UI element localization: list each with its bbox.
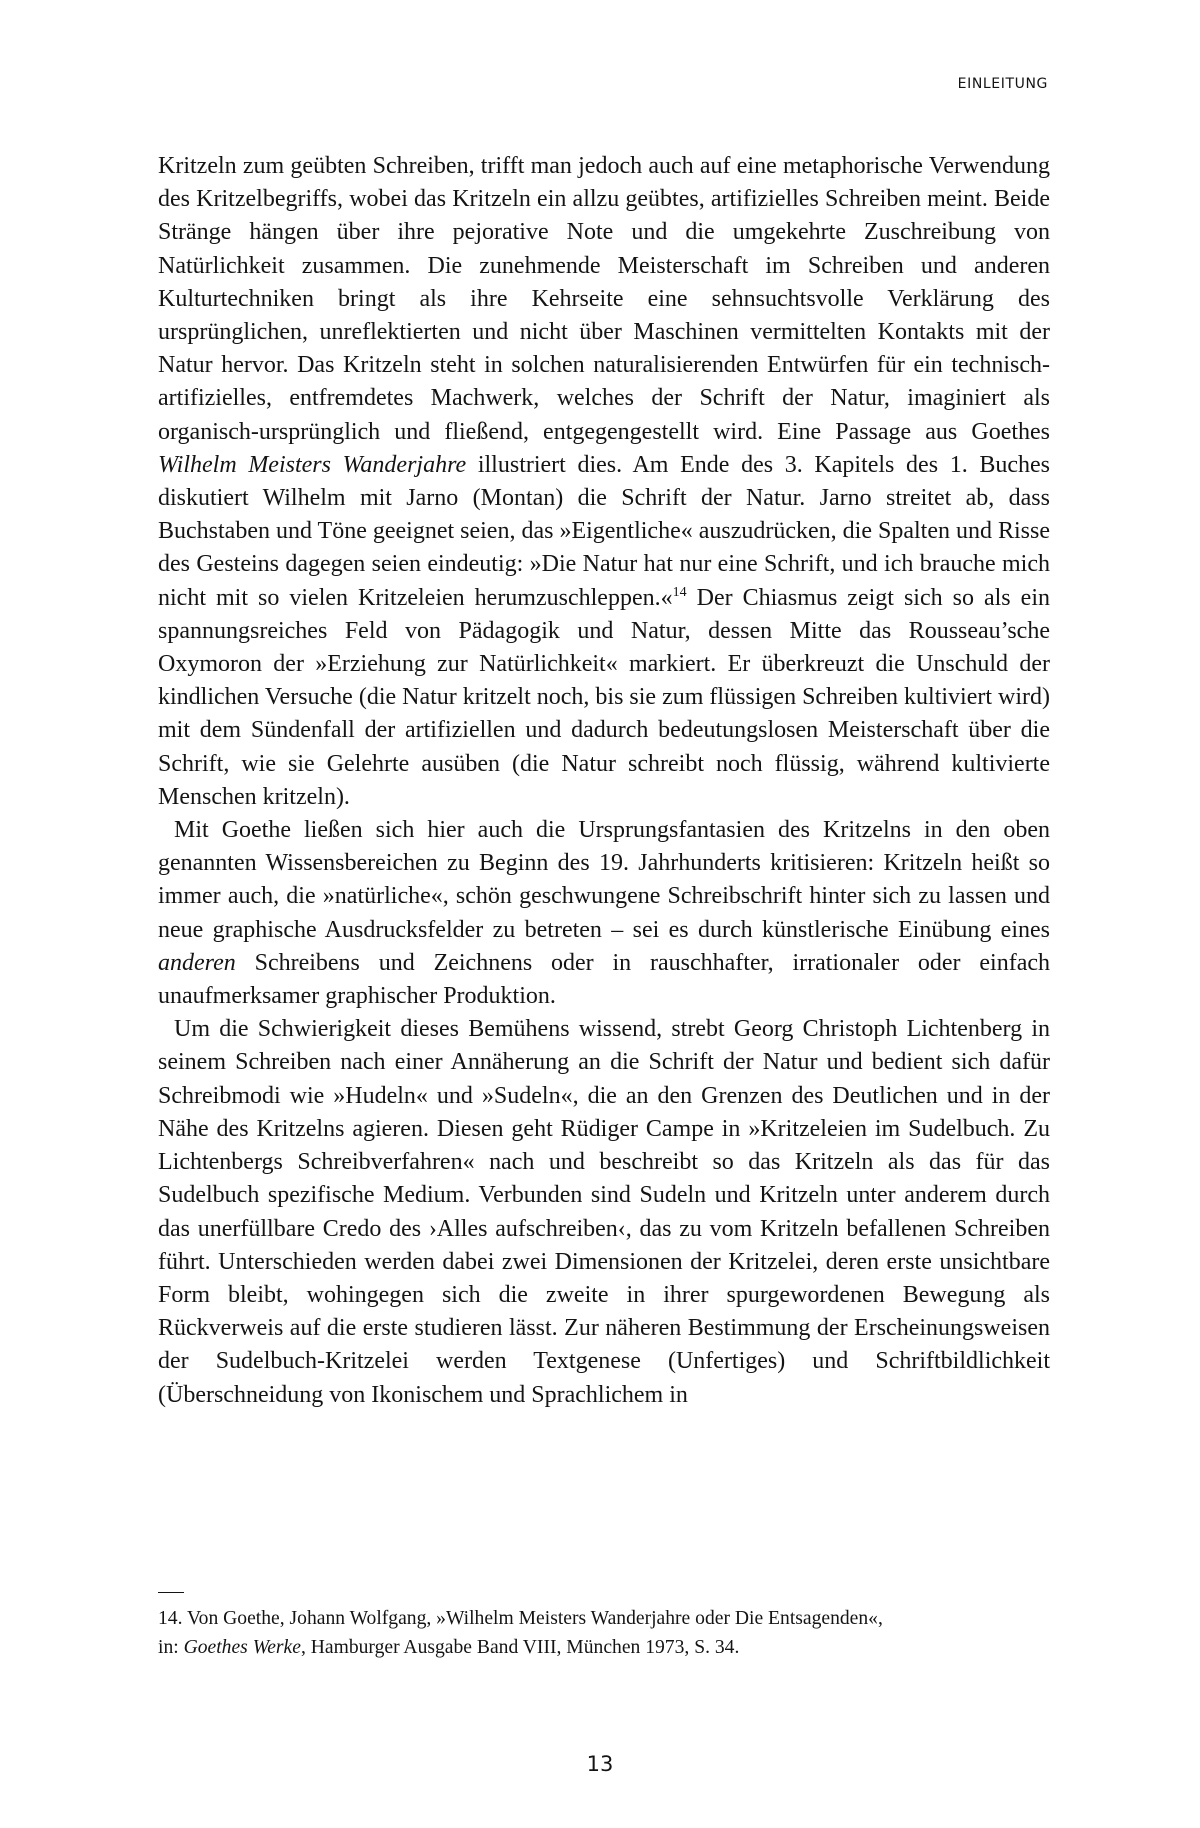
footnote-text-c: , Hamburger Ausgabe Band VIII, München 1973, S. 34. bbox=[300, 1637, 740, 1658]
footnote-line-1 bbox=[158, 1604, 1050, 1633]
paragraph-1-text-a: Kritzeln zum geübten Schreiben, trifft man jedoch auch auf eine metaphorische Verwendung des Kritzelbegriffs, wobei das Kritzeln ein allzu geübtes, artifizielles Schreiben meint. Beide Stränge hängen über ihre pejorative Note und die umgekehrte Zuschreibung von Natürlichkeit zusammen. Die zunehmende Meisterschaft im Schreiben und anderen Kulturtechniken bringt als ihre Kehrseite eine sehnsuchtsvolle Verklärung des ursprünglichen, unreflektierten und nicht über Maschinen vermittelten Kontakts mit der Natur hervor. Das Kritzeln steht in solchen naturalisierenden Entwürfen für ein technisch-artifizielles, entfremdetes Machwerk, welches der Schrift der Natur, imaginiert als organisch-ursprünglich und fließend, entgegengestellt wird. Eine Passage aus Goethes bbox=[158, 153, 1050, 445]
book-title-italic: Wilhelm Meisters Wanderjahre bbox=[158, 451, 467, 478]
footnote-text-a: Von Goethe, Johann Wolfgang, »Wilhelm Meisters Wanderjahre oder Die Entsagenden«, bbox=[187, 1608, 883, 1629]
paragraph-1-text-c: Der Chiasmus zeigt sich so als ein spannungsreiches Feld von Pädagogik und Natur, dessen Mitte das Rousseau’sche Oxymoron der »Erziehung zur Natürlichkeit« markiert. Er überkreuzt die Unschuld der kindlichen Versuche (die Natur kritzelt noch, bis sie zum flüssigen Schreiben kultiviert wird) mit dem Sündenfall der artifiziellen und dadurch bedeutungslosen Meisterschaft über die Schrift, wie sie Gelehrte ausüben (die Natur schreibt noch flüssig, während kultivierte Menschen kritzeln). bbox=[158, 584, 1050, 810]
body-text bbox=[158, 150, 1050, 1412]
paragraph-2 bbox=[158, 814, 1050, 1013]
paragraph-1 bbox=[158, 150, 1050, 814]
paragraph-2-text-b: Schreibens und Zeichnens oder in rauschhafter, irrationaler oder einfach unaufmerksamer graphischer Produktion. bbox=[158, 949, 1050, 1010]
paragraph-3: Um die Schwierigkeit dieses Bemühens wissend, strebt Georg Christoph Lichtenberg in seinem Schreiben nach einer Annäherung an die Schrift der Natur und bedient sich dafür Schreibmodi wie »Hudeln« und »Sudeln«, die an den Grenzen des Deutlichen und in der Nähe des Kritzelns agieren. Diesen geht Rüdiger Campe in »Kritzeleien im Sudelbuch. Zu Lichtenbergs Schreibverfahren« nach und beschreibt so das Kritzeln als das für das Sudelbuch spezifische Medium. Verbunden sind Sudeln und Kritzeln unter anderem durch das unerfüllbare Credo des ›Alles aufschreiben‹, das zu vom Kritzeln befallenen Schreiben führt. Unterschieden werden dabei zwei Dimensionen der Kritzelei, deren erste unsichtbare Form bleibt, wohingegen sich die zweite in ihrer spurgewordenen Bewegung als Rückverweis auf die erste studieren lässt. Zur näheren Bestimmung der Erscheinungsweisen der Sudelbuch-Kritzelei werden Textgenese (Unfertiges) und Schriftbildlichkeit (Überschneidung von Ikonischem und Sprachlichem in bbox=[158, 1016, 1050, 1408]
footnote-line-2 bbox=[158, 1633, 1050, 1662]
footnote-divider bbox=[158, 1592, 184, 1593]
page-number: 13 bbox=[586, 1752, 614, 1776]
running-head: EINLEITUNG bbox=[957, 76, 1048, 92]
footnote-work-title: Goethes Werke bbox=[183, 1637, 301, 1658]
emphasis-italic: anderen bbox=[158, 949, 236, 976]
footnote bbox=[158, 1604, 1050, 1662]
paragraph-1-text-b: illustriert dies. Am Ende des 3. Kapitels des 1. Buches diskutiert Wilhelm mit Jarno (Montan) die Schrift der Natur. Jarno streitet ab, dass Buchstaben und Töne geeignet seien, das »Eigentliche« auszudrücken, die Spalten und Risse des Gesteins dagegen seien eindeutig: »Die Natur hat nur eine Schrift, und ich brauche mich nicht mit so vielen Kritzeleien herumzuschleppen.« bbox=[158, 451, 1051, 611]
paragraph-2-text-a: Mit Goethe ließen sich hier auch die Ursprungsfantasien des Kritzelns in den oben genannten Wissensbereichen zu Beginn des 19. Jahrhunderts kritisieren: Kritzeln heißt so immer auch, die »natürliche«, schön geschwungene Schreibschrift hinter sich zu lassen und neue graphische Ausdrucksfelder zu betreten – sei es durch künstlerische Einübung eines bbox=[158, 817, 1050, 943]
footnote-text-b: in: bbox=[158, 1637, 184, 1658]
footnote-number: 14. bbox=[158, 1608, 183, 1629]
footnote-reference: 14 bbox=[672, 584, 687, 600]
